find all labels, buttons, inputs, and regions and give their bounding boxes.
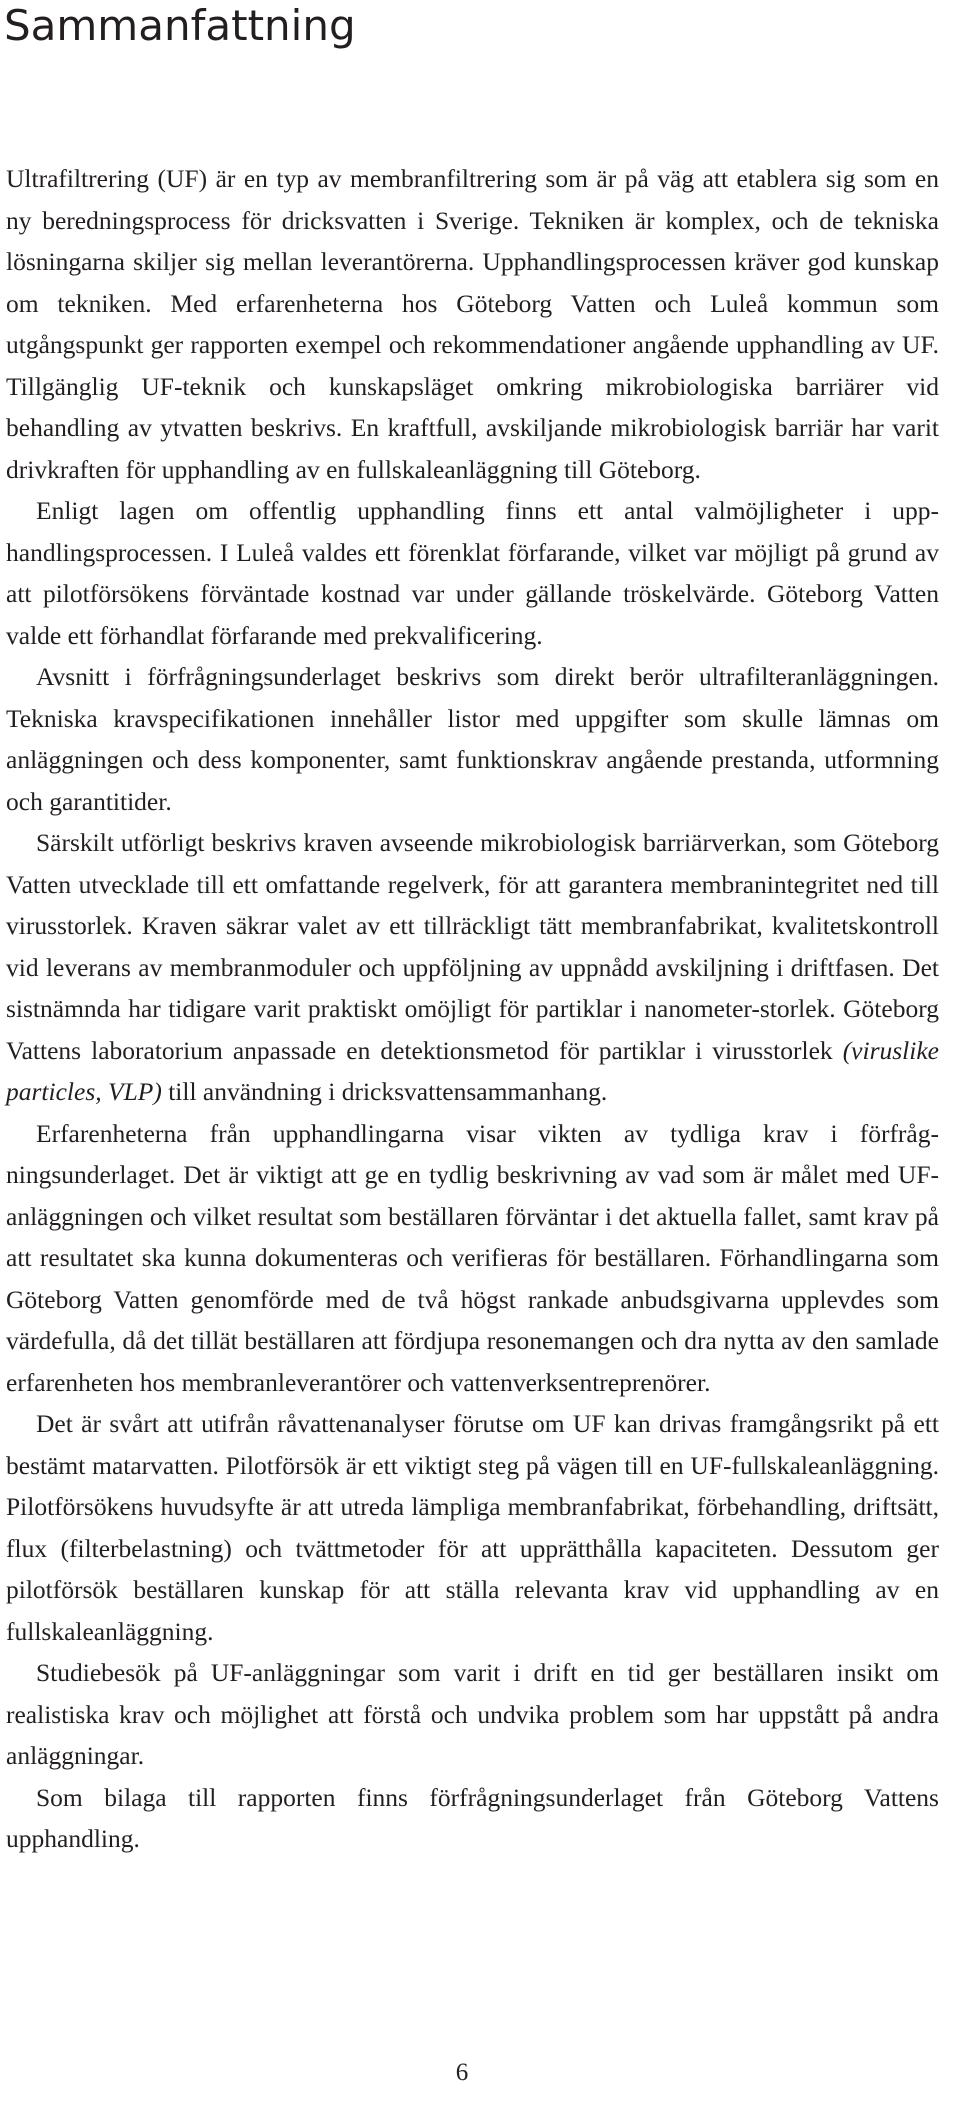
summary-body <box>6 158 939 1860</box>
paragraph-6: Det är svårt att utifrån råvattenanalyser förutse om UF kan drivas framgångsrikt på ett bestämt matarvatten. Pilotförsök är ett viktigt steg på vägen till en UF-fullskaleanläggning. Pilotförsökens huvudsyfte är att utreda lämpliga membranfabrikat, förbehandling, driftsätt, flux (filterbelastning) och tvättmetoder för att upprätthålla kapaciteten. Dessutom ger pilotförsök beställaren kunskap för att ställa relevanta krav vid upphandling av en fullskaleanläggning. <box>6 1409 939 1646</box>
paragraph-8: Som bilaga till rapporten finns förfrågningsunderlaget från Göteborg Vattens upphandling. <box>6 1782 939 1853</box>
paragraph-7: Studiebesök på UF-anläggningar som varit i drift en tid ger beställaren insikt om realistiska krav och möjlighet att förstå och undvika problem som har uppstått på andra anläggningar. <box>6 1658 939 1770</box>
page-title: Sammanfattning <box>4 1 356 50</box>
paragraph-4-after: till användning i dricksvattensammanhang. <box>161 1077 608 1106</box>
paragraph-1: Ultrafiltrering (UF) är en typ av membranfiltrering som är på väg att etablera sig som en ny beredningsprocess för dricksvatten i Sverige. Tekniken är komplex, och de tekniska lösningarna skiljer sig mellan leverantörerna. Upphandlingsprocessen kräver god kunskap om tekniken. Med erfarenheterna hos Göteborg Vatten och Luleå kommun som utgångspunkt ger rapporten exempel och rekommendationer angående upphandling av UF. Tillgänglig UF-teknik och kunskapsläget omkring mikrobiologiska barriärer vid behandling av ytvatten beskrivs. En kraftfull, avskiljande mikrobiologisk barriär har varit drivkraften för upphandling av en fullskaleanläggning till Göteborg. <box>6 164 939 484</box>
paragraph-4-italic: (viruslike particles, VLP) <box>6 1035 939 1106</box>
paragraph-5: Erfarenheterna från upphandlingarna visar vikten av tydliga krav i förfrågningsunderlaget. Det är viktigt att ge en tydlig beskrivning av vad som är målet med UF-anläggningen och vilket resultat som beställaren förväntar i det aktuella fallet, samt krav på att resultatet ska kunna dokumenteras och verifieras för beställaren. Förhandlingarna som Göteborg Vatten genomförde med de två högst rankade anbudsgivarna upplevdes som värdefulla, då det tillät beställaren att fördjupa resonemangen och dra nytta av den samlade erfarenheten hos membranleverantörer och vattenverksentreprenörer. <box>6 1118 939 1397</box>
paragraph-3: Avsnitt i förfrågningsunderlaget beskrivs som direkt berör ultrafilteranläggningen. Tekniska kravspecifikationen innehåller listor med uppgifter som skulle lämnas om anläggningen och dess komponenter, samt funktionskrav angående prestanda, utformning och garantitider. <box>6 662 939 816</box>
paragraph-4-text: Särskilt utförligt beskrivs kraven avseende mikrobiologisk barriärverkan, som Göteborg Vatten utvecklade till ett omfattande regelverk, för att garantera membranintegritet ned till virusstorlek. Kraven säkrar valet av ett tillräckligt tätt membranfabrikat, kvalitetskontroll vid leverans av membranmoduler och uppföljning av uppnådd avskiljning i driftfasen. Det sistnämnda har tidigare varit praktiskt omöjligt för partiklar i nanometer-storlek. Göteborg Vattens laboratorium anpassade en detektionsmetod för partiklar i virusstorlek <box>6 828 939 1065</box>
paragraph-4 <box>6 822 939 1113</box>
paragraph-2: Enligt lagen om offentlig upphandling finns ett antal valmöjligheter i upphandlingsprocessen. I Luleå valdes ett förenklat förfarande, vilket var möjligt på grund av att pilotförsökens förväntade kostnad var under gällande tröskelvärde. Göteborg Vatten valde ett förhandlat förfarande med prekvalificering. <box>6 496 939 650</box>
page-number: 6 <box>455 2059 469 2086</box>
